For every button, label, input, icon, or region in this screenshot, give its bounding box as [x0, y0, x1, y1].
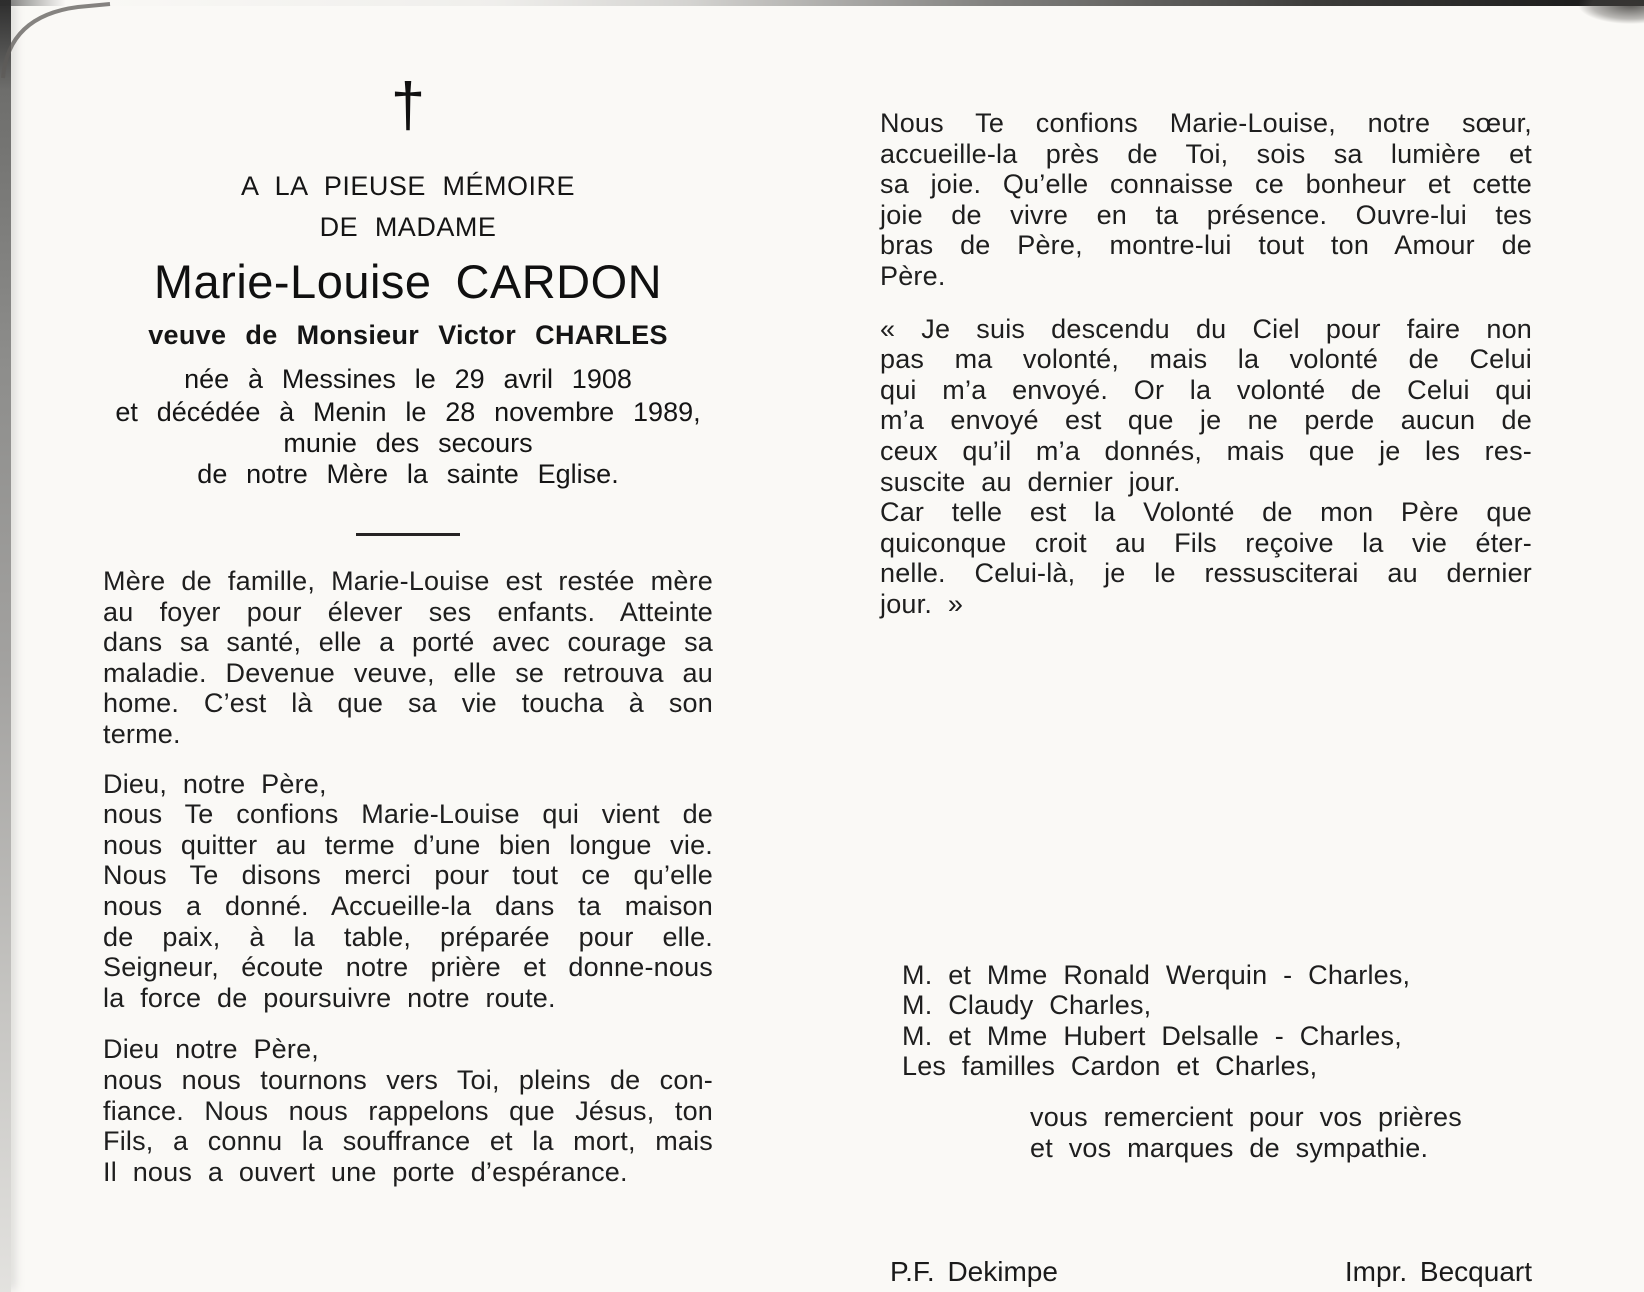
text-line: la force de poursuivre notre route. [103, 982, 556, 1013]
right-page [880, 108, 1532, 1165]
scan-top-edge [0, 0, 1644, 6]
text-line: pas ma volonté, mais la volonté de Celui [880, 344, 1532, 375]
paragraph-prayer-2 [103, 1034, 713, 1187]
text-line: m’a envoyé est que je ne perde aucun de [880, 405, 1532, 436]
text-line: vous remercient pour vos prières [1030, 1101, 1462, 1132]
text-line: Seigneur, écoute notre prière et donne-nous [103, 952, 713, 983]
church-line: de notre Mère la sainte Eglise. [197, 459, 619, 489]
text-line: maladie. Devenue veuve, elle se retrouva au [103, 657, 713, 688]
text-line: terme. [103, 718, 181, 749]
text-line: nous nous tournons vers Toi, pleins de con- [103, 1064, 713, 1095]
cross-icon: † [390, 71, 426, 140]
madame-heading: DE MADAME [319, 212, 497, 242]
text-line: quiconque croit au Fils reçoive la vie éter- [880, 527, 1532, 558]
paragraph-family-life [103, 566, 713, 750]
text-line: Dieu notre Père, [103, 1034, 320, 1065]
text-line: fiance. Nous nous rappelons que Jésus, ton [103, 1095, 713, 1126]
text-line: M. et Mme Ronald Werquin - Charles, [902, 959, 1411, 990]
text-line: dans sa santé, elle a porté avec courage sa [103, 627, 713, 658]
secours-line: munie des secours [283, 428, 533, 458]
text-line: ceux qu’il m’a donnés, mais que je les res- [880, 435, 1532, 466]
left-page [103, 70, 713, 1187]
text-line: home. C’est là que sa vie toucha à son [103, 688, 713, 719]
text-line: au foyer pour élever ses enfants. Atteinte [103, 596, 713, 627]
paragraph-prayer-1 [103, 769, 713, 1014]
text-line: qui m’a envoyé. Or la volonté de Celui qui [880, 374, 1532, 405]
text-line: Car telle est la Volonté de mon Père que [880, 497, 1532, 528]
funeral-home-name: P.F. Dekimpe [890, 1256, 1058, 1287]
family-names-list [880, 960, 1532, 1082]
text-line: Père. [880, 260, 946, 291]
memorial-heading: A LA PIEUSE MÉMOIRE [240, 171, 575, 201]
text-line: sa joie. Qu’elle connaisse ce bonheur et cette [880, 169, 1532, 200]
text-line: nous quitter au terme d’une bien longue vie. [103, 829, 713, 860]
text-line: bras de Père, montre-lui tout ton Amour de [880, 230, 1532, 261]
scan-left-edge [0, 0, 11, 1292]
scan-corner-curl [0, 0, 170, 80]
widow-subtitle: veuve de Monsieur Victor CHARLES [148, 320, 668, 350]
text-line: de paix, à la table, préparée pour elle. [103, 921, 713, 952]
deceased-name: Marie-Louise CARDON [153, 255, 663, 308]
text-line: accueille-la près de Toi, sois sa lumière et [880, 138, 1532, 169]
divider-rule [356, 533, 460, 536]
printer-name: Impr. Becquart [1344, 1256, 1532, 1287]
birth-line: née à Messines le 29 avril 1908 [184, 364, 632, 394]
paragraph-gospel-quote [880, 314, 1532, 620]
paragraph-confide [880, 108, 1532, 292]
text-line: « Je suis descendu du Ciel pour faire non [880, 313, 1532, 344]
text-line: Il nous a ouvert une porte d’espérance. [103, 1156, 628, 1187]
text-line: jour. » [880, 588, 964, 619]
text-line: Mère de famille, Marie-Louise est restée mère [103, 566, 713, 596]
text-line: suscite au dernier jour. [880, 466, 1181, 497]
text-line: Nous Te confions Marie-Louise, notre sœur, [880, 108, 1532, 138]
text-line: et vos marques de sympathie. [1030, 1133, 1429, 1164]
text-line: nous Te confions Marie-Louise qui vient de [103, 799, 713, 830]
death-line: et décédée à Menin le 28 novembre 1989, [115, 397, 701, 427]
text-line: nous a donné. Accueille-la dans ta maison [103, 890, 713, 921]
text-line: M. et Mme Hubert Delsalle - Charles, [902, 1020, 1402, 1051]
text-line: Nous Te disons merci pour tout ce qu’elle [103, 860, 713, 891]
text-line: Les familles Cardon et Charles, [902, 1051, 1318, 1082]
text-line: Fils, a connu la souffrance et la mort, mais [103, 1126, 713, 1157]
text-line: M. Claudy Charles, [902, 990, 1152, 1021]
text-line: Dieu, notre Père, [103, 768, 327, 799]
imprint-row [890, 1256, 1532, 1288]
thanks-block [880, 1102, 1532, 1165]
scan-corner-smudge [1554, 0, 1644, 46]
text-line: nelle. Celui-là, je le ressusciterai au dernier [880, 558, 1532, 589]
text-line: joie de vivre en ta présence. Ouvre-lui tes [880, 199, 1532, 230]
